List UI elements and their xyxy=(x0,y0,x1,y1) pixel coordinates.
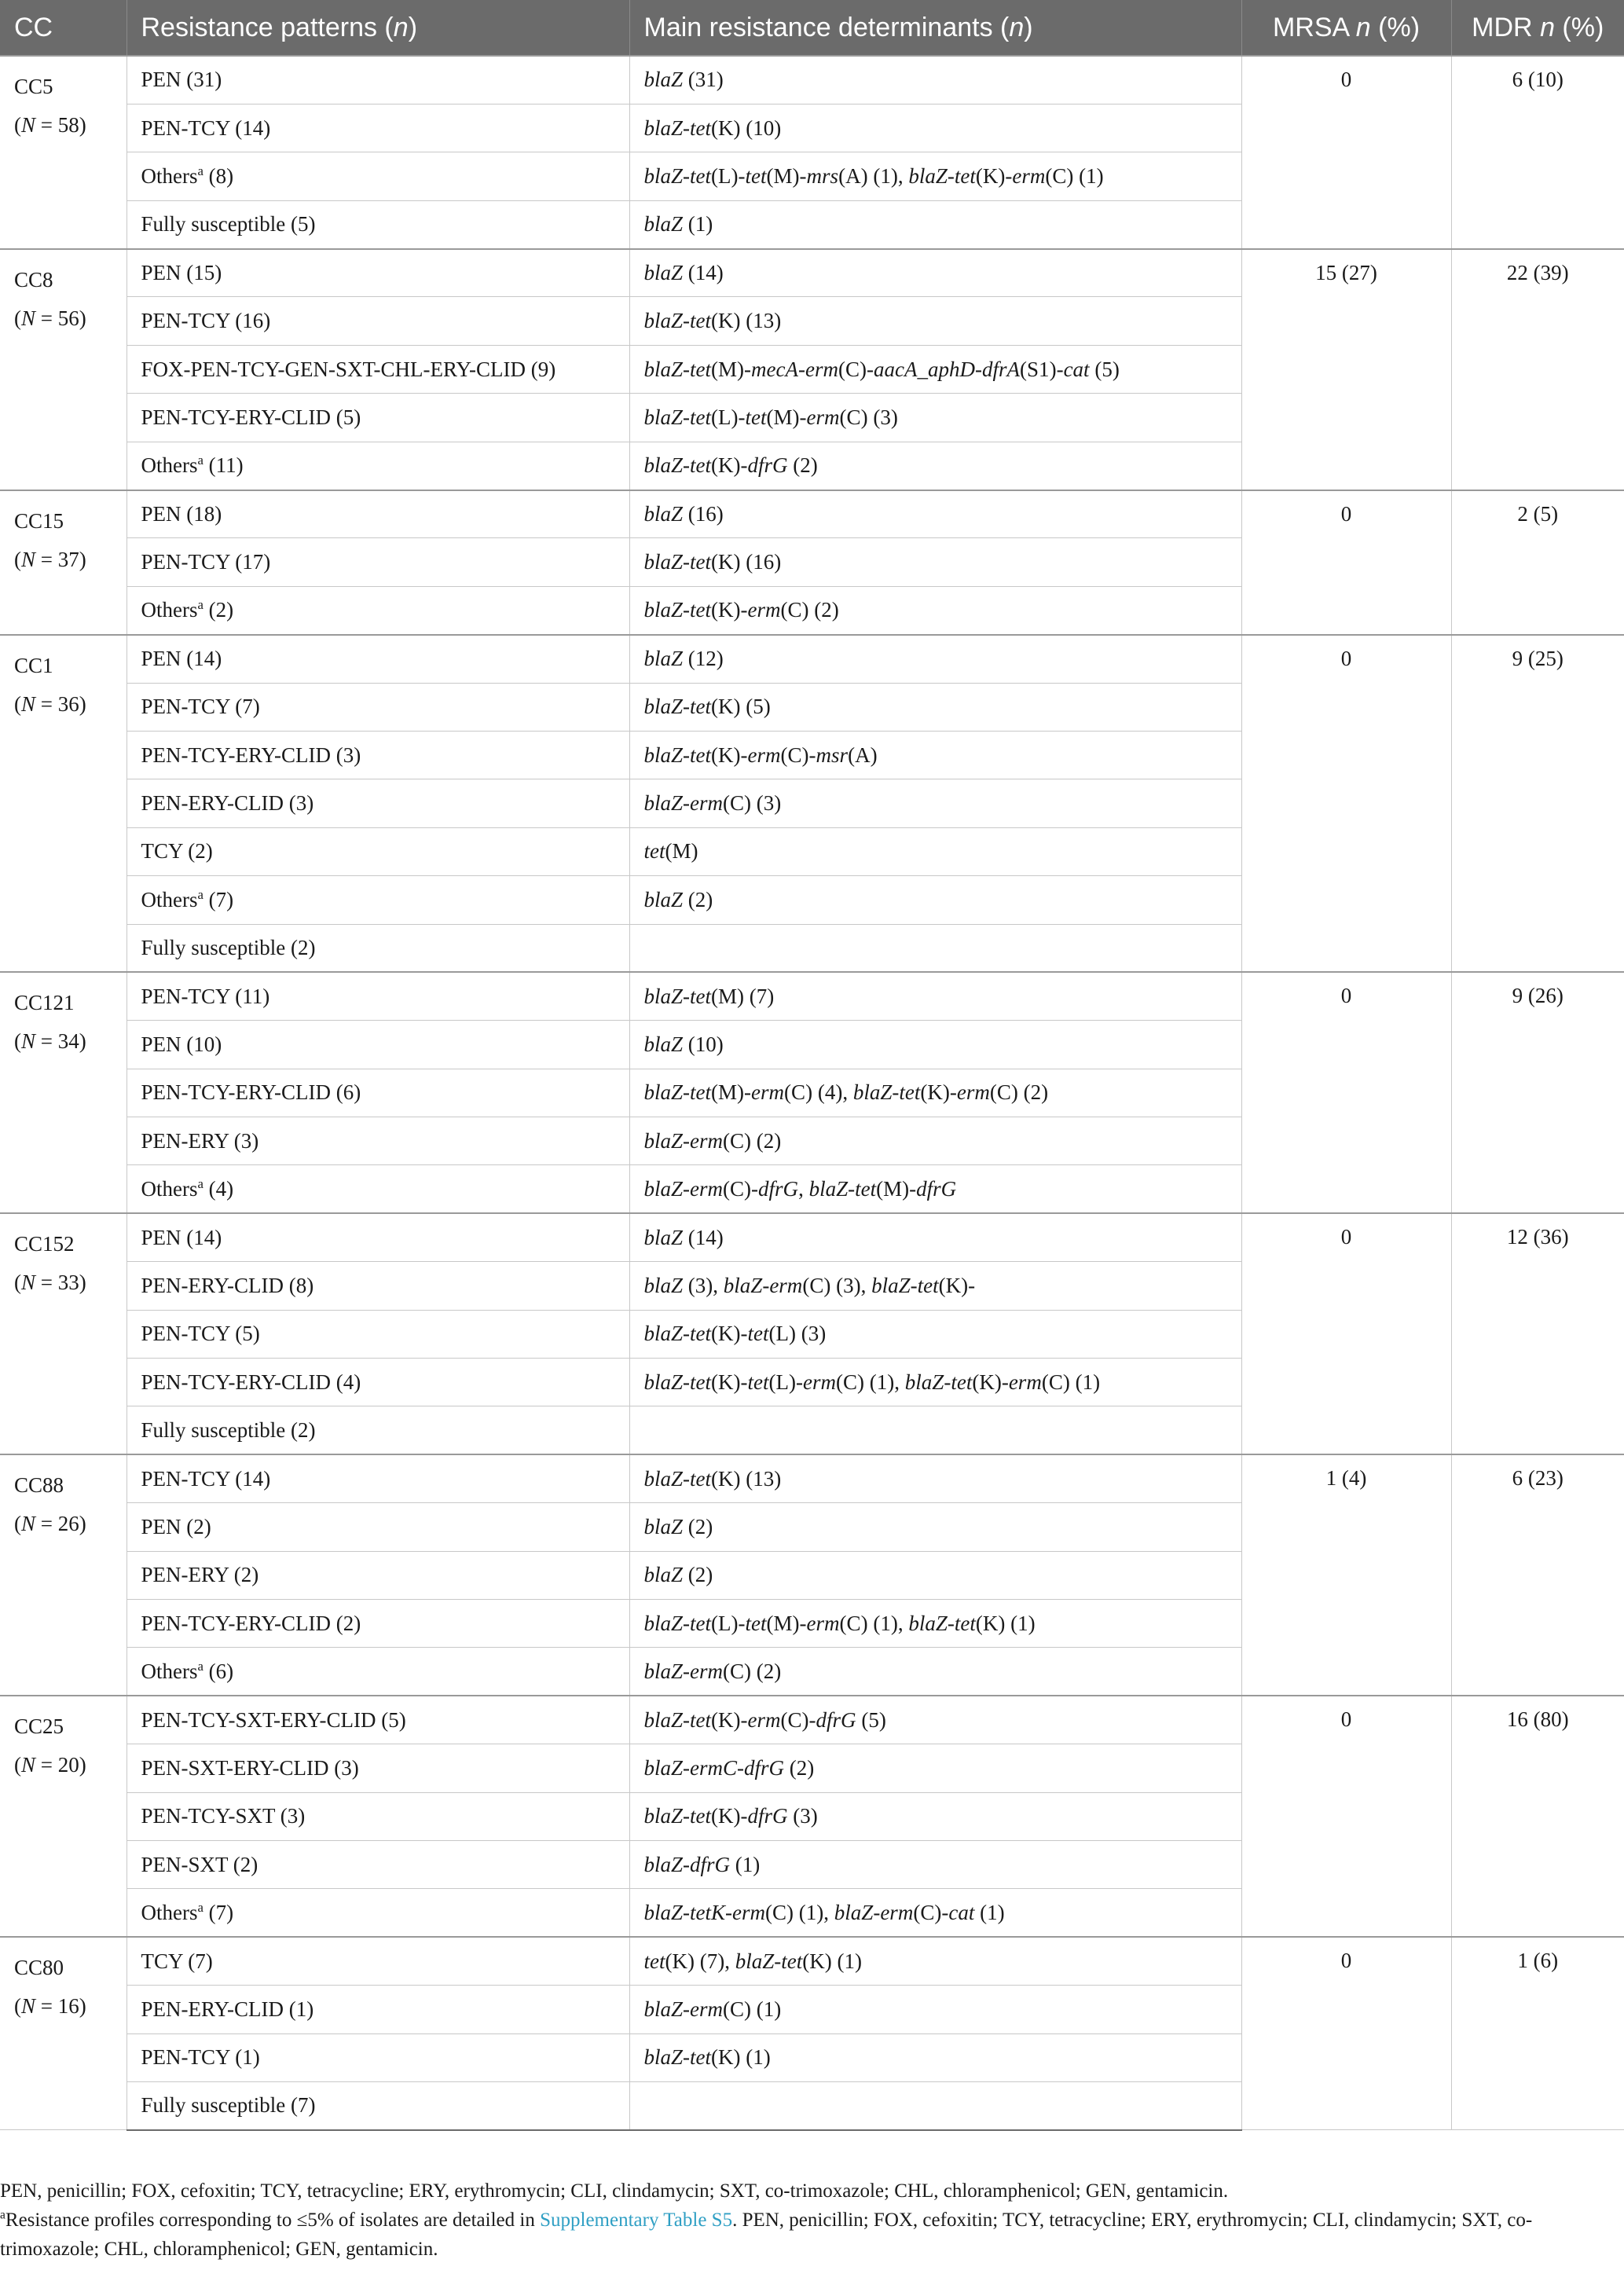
pattern-cell: PEN-TCY-ERY-CLID (2) xyxy=(126,1600,629,1648)
pattern-cell: PEN (18) xyxy=(126,490,629,538)
determinant-cell: blaZ-erm(C) (3) xyxy=(629,779,1241,827)
mrsa-cell: 0 xyxy=(1241,1213,1451,1454)
determinant-cell: blaZ-tet(K) (13) xyxy=(629,297,1241,345)
pattern-cell: PEN (14) xyxy=(126,1213,629,1261)
cc-name: CC152 xyxy=(14,1232,75,1256)
mrsa-cell: 0 xyxy=(1241,490,1451,635)
pattern-cell: PEN-TCY (1) xyxy=(126,2033,629,2081)
pattern-cell: Others$^a$ (7) xyxy=(126,1889,629,1937)
determinant-cell: blaZ (2) xyxy=(629,1503,1241,1551)
superscript-note xyxy=(0,2206,1619,2264)
determinant-cell: blaZ-tet(K) (1) xyxy=(629,2033,1241,2081)
pattern-cell: Fully susceptible (7) xyxy=(126,2081,629,2129)
determinant-cell: blaZ (3), blaZ-erm(C) (3), blaZ-tet(K)- xyxy=(629,1262,1241,1310)
cc-count: (N = 20) xyxy=(14,1753,86,1777)
cc-name: CC5 xyxy=(14,75,53,98)
table-row xyxy=(0,56,1624,104)
pattern-cell: PEN-TCY-SXT-ERY-CLID (5) xyxy=(126,1696,629,1744)
pattern-cell: PEN-TCY-ERY-CLID (6) xyxy=(126,1069,629,1117)
pattern-cell: PEN-ERY (2) xyxy=(126,1551,629,1599)
pattern-cell: PEN-TCY (16) xyxy=(126,297,629,345)
determinant-cell: blaZ (31) xyxy=(629,56,1241,104)
determinant-cell: blaZ-tet(K)-dfrG (3) xyxy=(629,1792,1241,1840)
determinant-cell: blaZ-ermC-dfrG (2) xyxy=(629,1744,1241,1792)
header-cc: CC xyxy=(0,0,126,56)
determinant-cell: blaZ (14) xyxy=(629,249,1241,297)
mrsa-cell: 0 xyxy=(1241,972,1451,1213)
determinant-cell: blaZ (2) xyxy=(629,1551,1241,1599)
mrsa-cell: 15 (27) xyxy=(1241,249,1451,490)
determinant-cell: blaZ-tet(M)-mecA-erm(C)-aacA_aphD-dfrA(S1)-cat (5) xyxy=(629,345,1241,393)
abbreviations-note: PEN, penicillin; FOX, cefoxitin; TCY, tetracycline; ERY, erythromycin; CLI, clindamycin; SXT, co-trimoxazole; CHL, chloramphenicol; GEN, gentamicin. xyxy=(0,2180,1229,2202)
pattern-cell: Others$^a$ (6) xyxy=(126,1648,629,1696)
mrsa-cell: 1 (4) xyxy=(1241,1454,1451,1696)
table-footnotes xyxy=(0,2176,1619,2264)
mdr-cell: 9 (26) xyxy=(1451,972,1624,1213)
mdr-cell: 9 (25) xyxy=(1451,635,1624,973)
supplementary-table-link[interactable]: Supplementary Table S5 xyxy=(540,2209,733,2231)
table-row xyxy=(0,972,1624,1020)
cc-name: CC80 xyxy=(14,1956,64,1980)
mdr-cell: 16 (80) xyxy=(1451,1696,1624,1937)
table-body xyxy=(0,56,1624,2130)
mrsa-cell: 0 xyxy=(1241,56,1451,249)
determinant-cell: blaZ (12) xyxy=(629,635,1241,683)
determinant-cell xyxy=(629,1406,1241,1454)
cc-count: (N = 36) xyxy=(14,691,86,716)
cc-name: CC15 xyxy=(14,508,64,533)
pattern-cell: Others$^a$ (11) xyxy=(126,442,629,490)
determinant-cell: blaZ-tet(L)-tet(M)-mrs(A) (1), blaZ-tet(K)-erm(C) (1) xyxy=(629,152,1241,200)
note-text-pre: Resistance profiles corresponding to ≤5% of isolates are detailed in xyxy=(5,2209,541,2231)
pattern-cell: PEN (31) xyxy=(126,56,629,104)
pattern-cell: PEN-ERY-CLID (1) xyxy=(126,1986,629,2033)
pattern-cell: PEN-TCY (7) xyxy=(126,683,629,731)
determinant-cell: blaZ-tet(K)-erm(C) (2) xyxy=(629,586,1241,634)
pattern-cell: PEN-TCY-ERY-CLID (5) xyxy=(126,394,629,442)
note-text-post: . PEN, penicillin; FOX, cefoxitin; TCY, tetracycline; ERY, erythromycin; CLI, clindamycin; SXT, co-trimoxazole; CHL, chloramphenicol; GEN, gentamicin. xyxy=(0,2209,1533,2260)
table-row xyxy=(0,1937,1624,1985)
cc-name: CC1 xyxy=(14,653,53,677)
determinant-cell: blaZ (14) xyxy=(629,1213,1241,1261)
mdr-cell: 22 (39) xyxy=(1451,249,1624,490)
cc-cell xyxy=(0,1454,126,1696)
determinant-cell: tet(K) (7), blaZ-tet(K) (1) xyxy=(629,1937,1241,1985)
pattern-cell: PEN-TCY-SXT (3) xyxy=(126,1792,629,1840)
determinant-cell: blaZ (2) xyxy=(629,876,1241,924)
table-row xyxy=(0,1454,1624,1502)
cc-cell xyxy=(0,635,126,973)
header-determinants: Main resistance determinants (n) xyxy=(629,0,1241,56)
cc-count: (N = 56) xyxy=(14,306,86,330)
mdr-cell: 1 (6) xyxy=(1451,1937,1624,2130)
cc-name: CC88 xyxy=(14,1473,64,1498)
determinant-cell: blaZ-tet(K) (5) xyxy=(629,683,1241,731)
cc-name: CC25 xyxy=(14,1714,64,1739)
table-row xyxy=(0,1696,1624,1744)
pattern-cell: Others$^a$ (8) xyxy=(126,152,629,200)
cc-cell xyxy=(0,1213,126,1454)
pattern-cell: Fully susceptible (2) xyxy=(126,924,629,972)
determinant-cell: blaZ-tetK-erm(C) (1), blaZ-erm(C)-cat (1) xyxy=(629,1889,1241,1937)
pattern-cell: PEN-ERY (3) xyxy=(126,1117,629,1165)
pattern-cell: PEN-TCY (14) xyxy=(126,104,629,152)
determinant-cell: blaZ-tet(K)-erm(C)-dfrG (5) xyxy=(629,1696,1241,1744)
header-row xyxy=(0,0,1624,56)
determinant-cell: blaZ-dfrG (1) xyxy=(629,1840,1241,1888)
pattern-cell: Others$^a$ (7) xyxy=(126,876,629,924)
determinant-cell: blaZ-erm(C) (2) xyxy=(629,1648,1241,1696)
determinant-cell: blaZ-erm(C)-dfrG, blaZ-tet(M)-dfrG xyxy=(629,1165,1241,1213)
pattern-cell: Others$^a$ (2) xyxy=(126,586,629,634)
determinant-cell: blaZ-tet(M) (7) xyxy=(629,972,1241,1020)
determinant-cell: blaZ-tet(K)-erm(C)-msr(A) xyxy=(629,731,1241,779)
cc-cell xyxy=(0,1937,126,2130)
cc-cell xyxy=(0,490,126,635)
table-row xyxy=(0,249,1624,297)
cc-cell xyxy=(0,249,126,490)
pattern-cell: PEN-ERY-CLID (8) xyxy=(126,1262,629,1310)
pattern-cell: PEN (14) xyxy=(126,635,629,683)
mrsa-cell: 0 xyxy=(1241,1937,1451,2130)
determinant-cell: blaZ-tet(K)-tet(L)-erm(C) (1), blaZ-tet(K)-erm(C) (1) xyxy=(629,1359,1241,1406)
cc-count: (N = 26) xyxy=(14,1512,86,1536)
determinant-cell: blaZ (1) xyxy=(629,200,1241,248)
table-row xyxy=(0,1213,1624,1261)
cc-cell xyxy=(0,1696,126,1937)
determinant-cell: blaZ-tet(K) (16) xyxy=(629,538,1241,586)
header-patterns: Resistance patterns (n) xyxy=(126,0,629,56)
cc-count: (N = 16) xyxy=(14,1994,86,2019)
pattern-cell: PEN-ERY-CLID (3) xyxy=(126,779,629,827)
pattern-cell: PEN-TCY (5) xyxy=(126,1310,629,1358)
determinant-cell: blaZ-tet(L)-tet(M)-erm(C) (1), blaZ-tet(K) (1) xyxy=(629,1600,1241,1648)
pattern-cell: Fully susceptible (5) xyxy=(126,200,629,248)
determinant-cell: blaZ-tet(K) (13) xyxy=(629,1454,1241,1502)
pattern-cell: PEN-SXT (2) xyxy=(126,1840,629,1888)
cc-count: (N = 33) xyxy=(14,1271,86,1295)
cc-cell xyxy=(0,972,126,1213)
cc-name: CC121 xyxy=(14,991,75,1015)
determinant-cell: blaZ-erm(C) (1) xyxy=(629,1986,1241,2033)
cc-cell xyxy=(0,56,126,249)
pattern-cell: PEN-TCY (11) xyxy=(126,972,629,1020)
pattern-cell: TCY (7) xyxy=(126,1937,629,1985)
mdr-cell: 2 (5) xyxy=(1451,490,1624,635)
header-mrsa: MRSA n (%) xyxy=(1241,0,1451,56)
header-mdr: MDR n (%) xyxy=(1472,12,1604,42)
pattern-cell: PEN (15) xyxy=(126,249,629,297)
pattern-cell: FOX-PEN-TCY-GEN-SXT-CHL-ERY-CLID (9) xyxy=(126,345,629,393)
mrsa-cell: 0 xyxy=(1241,1696,1451,1937)
determinant-cell: blaZ-tet(K)-dfrG (2) xyxy=(629,442,1241,490)
pattern-cell: PEN (10) xyxy=(126,1021,629,1069)
cc-count: (N = 37) xyxy=(14,547,86,571)
mdr-cell: 6 (10) xyxy=(1451,56,1624,249)
determinant-cell: blaZ-tet(M)-erm(C) (4), blaZ-tet(K)-erm(C) (2) xyxy=(629,1069,1241,1117)
mdr-cell: 6 (23) xyxy=(1451,1454,1624,1696)
note-marker: a xyxy=(0,2208,5,2222)
mrsa-cell: 0 xyxy=(1241,635,1451,973)
pattern-cell: PEN (2) xyxy=(126,1503,629,1551)
determinant-cell: tet(M) xyxy=(629,827,1241,875)
pattern-cell: PEN-TCY-ERY-CLID (4) xyxy=(126,1359,629,1406)
determinant-cell: blaZ (16) xyxy=(629,490,1241,538)
cc-count: (N = 34) xyxy=(14,1029,86,1054)
pattern-cell: PEN-TCY-ERY-CLID (3) xyxy=(126,731,629,779)
cc-name: CC8 xyxy=(14,267,53,292)
pattern-cell: PEN-TCY (17) xyxy=(126,538,629,586)
determinant-cell xyxy=(629,924,1241,972)
pattern-cell: TCY (2) xyxy=(126,827,629,875)
pattern-cell: Fully susceptible (2) xyxy=(126,1406,629,1454)
table-row xyxy=(0,635,1624,683)
mdr-cell: 12 (36) xyxy=(1451,1213,1624,1454)
determinant-cell: blaZ-tet(L)-tet(M)-erm(C) (3) xyxy=(629,394,1241,442)
pattern-cell: PEN-SXT-ERY-CLID (3) xyxy=(126,1744,629,1792)
determinant-cell: blaZ-tet(K)-tet(L) (3) xyxy=(629,1310,1241,1358)
table-row xyxy=(0,490,1624,538)
determinant-cell: blaZ-erm(C) (2) xyxy=(629,1117,1241,1165)
determinant-cell: blaZ (10) xyxy=(629,1021,1241,1069)
determinant-cell: blaZ-tet(K) (10) xyxy=(629,104,1241,152)
cc-count: (N = 58) xyxy=(14,113,86,137)
pattern-cell: PEN-TCY (14) xyxy=(126,1454,629,1502)
determinant-cell xyxy=(629,2081,1241,2129)
pattern-cell: Others$^a$ (4) xyxy=(126,1165,629,1213)
